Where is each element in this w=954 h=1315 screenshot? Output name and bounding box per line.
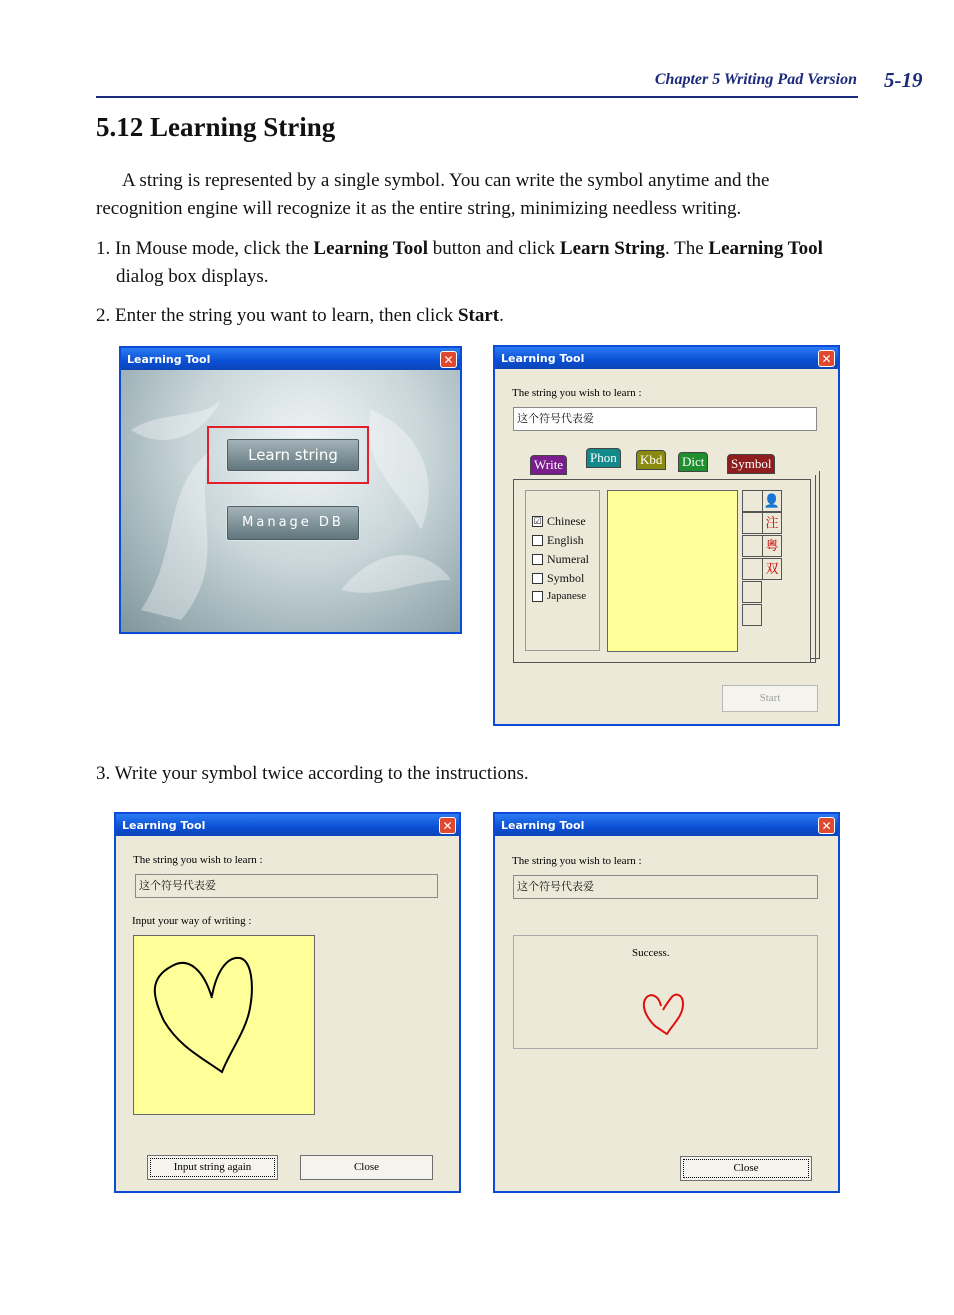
- string-prompt-label: The string you wish to learn :: [512, 387, 642, 399]
- intro-paragraph: A string is represented by a single symbol. You can write the symbol anytime and the recognition engine will recognize it as the entire string, minimizing needless writing.: [96, 170, 770, 219]
- side-cell: [742, 558, 762, 580]
- tab-symbol[interactable]: Symbol: [727, 454, 775, 474]
- page-number: 5-19: [884, 68, 923, 92]
- tab-phon[interactable]: Phon: [586, 448, 621, 468]
- success-message: Success.: [632, 947, 670, 959]
- header-rule: [96, 96, 858, 98]
- side-cell: [742, 535, 762, 557]
- step-1-text-a: 1. In Mouse mode, click the: [96, 238, 314, 259]
- step-1-text-c: button and click: [427, 238, 560, 259]
- check-numeral[interactable]: [532, 552, 589, 567]
- leaf-pattern-decoration: [121, 370, 460, 632]
- window-title: Learning Tool: [501, 818, 585, 832]
- side-cell: [742, 490, 762, 512]
- cantonese-icon[interactable]: 粵: [762, 535, 782, 557]
- check-label: Numeral: [547, 552, 589, 566]
- string-prompt-label: The string you wish to learn :: [133, 854, 263, 866]
- double-icon[interactable]: 双: [762, 558, 782, 580]
- step-1-bold-learning-tool-2: Learning Tool: [708, 238, 823, 259]
- launcher-background: [121, 370, 460, 632]
- check-label: Japanese: [547, 590, 587, 602]
- check-symbol[interactable]: [532, 571, 584, 586]
- checkbox[interactable]: [532, 573, 543, 584]
- learning-tool-writing-window: [114, 812, 461, 1193]
- step-1-text-e: . The: [664, 238, 709, 259]
- step-1-bold-learn-string: Learn String: [559, 238, 665, 259]
- input-writing-label: Input your way of writing :: [132, 915, 252, 927]
- writing-pad[interactable]: [133, 935, 315, 1115]
- window-titlebar: [116, 814, 459, 836]
- checkbox[interactable]: [532, 591, 543, 602]
- window-titlebar: [495, 814, 838, 836]
- tab-dict[interactable]: Dict: [678, 452, 708, 472]
- check-japanese[interactable]: [532, 590, 586, 602]
- window-title: Learning Tool: [501, 351, 585, 365]
- result-panel: [513, 935, 818, 1049]
- side-cell: [742, 581, 762, 603]
- window-title: Learning Tool: [122, 818, 206, 832]
- side-cell: [742, 604, 762, 626]
- check-chinese[interactable]: [532, 514, 586, 529]
- heart-stroke-drawing: [134, 936, 314, 1114]
- string-display: 这个符号代表爱: [135, 874, 438, 898]
- step-2-bold-start: Start: [457, 305, 500, 326]
- learning-tool-launcher-window: [119, 346, 462, 634]
- close-icon[interactable]: ✕: [440, 351, 457, 368]
- learning-tool-success-window: [493, 812, 840, 1193]
- side-cell: [742, 512, 762, 534]
- checkbox[interactable]: [532, 554, 543, 565]
- avatar-icon[interactable]: 👤: [762, 490, 782, 512]
- string-display: 这个符号代表爱: [513, 875, 818, 899]
- string-prompt-label: The string you wish to learn :: [512, 855, 642, 867]
- start-button[interactable]: Start: [722, 685, 818, 712]
- close-icon[interactable]: ✕: [439, 817, 456, 834]
- step-2-text-c: .: [499, 305, 504, 326]
- check-label: Symbol: [547, 571, 585, 585]
- learning-tool-input-window: [493, 345, 840, 726]
- step-2-text-a: 2. Enter the string you want to learn, then click: [96, 305, 458, 326]
- input-again-button[interactable]: Input string again: [147, 1155, 278, 1180]
- step-1: [96, 235, 858, 291]
- close-button[interactable]: Close: [680, 1156, 812, 1181]
- close-icon[interactable]: ✕: [818, 350, 835, 367]
- check-label: Chinese: [547, 514, 586, 528]
- window-title: Learning Tool: [127, 352, 211, 366]
- step-3: 3. Write your symbol twice according to the instructions.: [96, 763, 529, 784]
- check-english[interactable]: [532, 533, 584, 548]
- string-input[interactable]: 这个符号代表爱: [513, 407, 817, 431]
- checkbox[interactable]: [532, 535, 543, 546]
- learn-string-button[interactable]: Learn string: [226, 438, 360, 472]
- window-titlebar: [121, 348, 460, 370]
- close-icon[interactable]: ✕: [818, 817, 835, 834]
- checkbox-checked[interactable]: ☑: [533, 516, 542, 526]
- tab-kbd[interactable]: Kbd: [636, 450, 666, 470]
- check-label: English: [547, 533, 584, 547]
- step-1-text-g: dialog box displays.: [116, 266, 269, 287]
- step-2: [96, 302, 856, 330]
- recognized-heart-drawing: [639, 988, 699, 1038]
- step-1-bold-learning-tool: Learning Tool: [313, 238, 428, 259]
- chapter-header: Chapter 5 Writing Pad Version: [654, 71, 857, 88]
- zhuyin-icon[interactable]: 注: [762, 512, 782, 534]
- window-titlebar: [495, 347, 838, 369]
- tab-write[interactable]: Write: [530, 455, 567, 475]
- section-title: 5.12 Learning String: [96, 112, 336, 142]
- manage-db-button[interactable]: Manage DB: [226, 505, 360, 541]
- close-button[interactable]: Close: [300, 1155, 433, 1180]
- writing-pad[interactable]: [607, 490, 738, 652]
